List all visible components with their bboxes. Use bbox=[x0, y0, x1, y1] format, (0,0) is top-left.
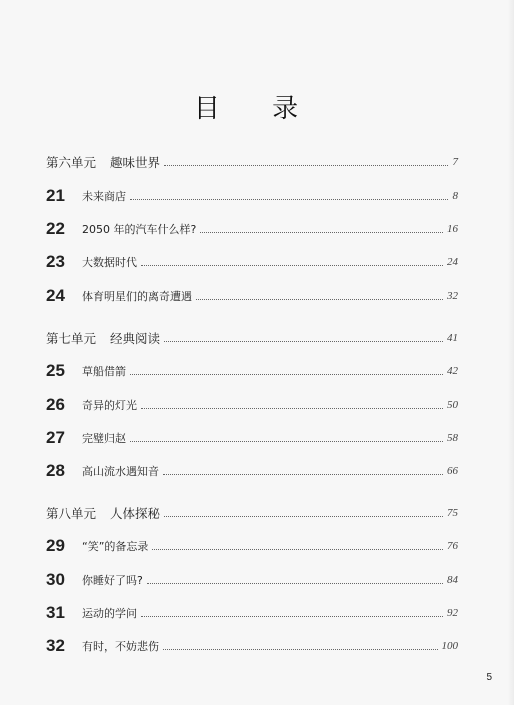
lesson-number: 22 bbox=[46, 219, 65, 238]
toc-unit-6[interactable] bbox=[46, 152, 458, 172]
page-ref: 42 bbox=[447, 365, 458, 377]
unit-topic: 经典阅读 bbox=[110, 331, 161, 346]
toc-lesson-22[interactable] bbox=[46, 219, 458, 239]
page-ref: 24 bbox=[447, 256, 458, 268]
toc-lesson-25[interactable] bbox=[46, 361, 458, 381]
lesson-title: 完璧归赵 bbox=[82, 432, 126, 445]
page-ref: 50 bbox=[447, 399, 458, 411]
lesson-number: 21 bbox=[46, 186, 65, 205]
dot-leader bbox=[141, 408, 443, 409]
dot-leader bbox=[163, 649, 438, 650]
dot-leader bbox=[130, 441, 443, 442]
lesson-title: 草船借箭 bbox=[82, 365, 126, 378]
lesson-number: 23 bbox=[46, 252, 65, 271]
toc-lesson-31[interactable] bbox=[46, 603, 458, 623]
dot-leader bbox=[163, 474, 443, 475]
dot-leader bbox=[141, 616, 443, 617]
toc-lesson-27[interactable] bbox=[46, 428, 458, 448]
dot-leader bbox=[164, 341, 443, 342]
lesson-number: 25 bbox=[46, 361, 65, 380]
dot-leader bbox=[200, 232, 443, 233]
dot-leader bbox=[147, 583, 443, 584]
page-ref: 75 bbox=[447, 507, 458, 519]
lesson-title: 未来商店 bbox=[82, 190, 126, 203]
page-ref: 76 bbox=[447, 540, 458, 552]
dot-leader bbox=[196, 299, 443, 300]
toc-lesson-23[interactable] bbox=[46, 252, 458, 272]
dot-leader bbox=[141, 265, 443, 266]
unit-label: 第六单元 bbox=[46, 155, 97, 170]
toc-unit-8[interactable] bbox=[46, 503, 458, 523]
page-ref: 92 bbox=[447, 607, 458, 619]
dot-leader bbox=[130, 374, 443, 375]
lesson-number: 32 bbox=[46, 636, 65, 655]
page-ref: 32 bbox=[447, 290, 458, 302]
page-ref: 7 bbox=[452, 156, 458, 168]
page-ref: 66 bbox=[447, 465, 458, 477]
toc-lesson-26[interactable] bbox=[46, 395, 458, 415]
unit-label: 第八单元 bbox=[46, 506, 97, 521]
dot-leader bbox=[164, 165, 448, 166]
lesson-title: 2050 年的汽车什么样? bbox=[82, 223, 197, 236]
lesson-title: 有时，不妨悲伤 bbox=[82, 640, 159, 653]
toc-lesson-30[interactable] bbox=[46, 570, 458, 590]
page-ref: 41 bbox=[447, 332, 458, 344]
lesson-number: 31 bbox=[46, 603, 65, 622]
page-title: 目 录 bbox=[193, 94, 321, 124]
dot-leader bbox=[164, 516, 443, 517]
toc-unit-7[interactable] bbox=[46, 328, 458, 348]
toc-lesson-21[interactable] bbox=[46, 186, 458, 206]
lesson-title: 大数据时代 bbox=[82, 256, 137, 269]
page-ref: 100 bbox=[441, 640, 458, 652]
page-ref: 16 bbox=[447, 223, 458, 235]
unit-topic: 趣味世界 bbox=[110, 155, 161, 170]
lesson-number: 26 bbox=[46, 395, 65, 414]
toc-lesson-28[interactable] bbox=[46, 461, 458, 481]
toc-lesson-24[interactable] bbox=[46, 286, 458, 306]
page-edge-shadow bbox=[508, 0, 514, 705]
page-ref: 58 bbox=[447, 432, 458, 444]
lesson-number: 29 bbox=[46, 536, 65, 555]
lesson-number: 24 bbox=[46, 286, 65, 305]
unit-label: 第七单元 bbox=[46, 331, 97, 346]
lesson-title: 奇异的灯光 bbox=[82, 399, 137, 412]
toc-lesson-29[interactable] bbox=[46, 536, 458, 556]
page-number: 5 bbox=[486, 672, 492, 683]
lesson-number: 30 bbox=[46, 570, 65, 589]
lesson-number: 27 bbox=[46, 428, 65, 447]
lesson-title: 运动的学问 bbox=[82, 607, 137, 620]
lesson-number: 28 bbox=[46, 461, 65, 480]
lesson-title: 你睡好了吗? bbox=[82, 574, 143, 587]
page-ref: 84 bbox=[447, 574, 458, 586]
page-ref: 8 bbox=[452, 190, 458, 202]
dot-leader bbox=[152, 549, 443, 550]
dot-leader bbox=[130, 199, 448, 200]
unit-topic: 人体探秘 bbox=[110, 506, 161, 521]
toc-lesson-32[interactable] bbox=[46, 636, 458, 656]
lesson-title: 体育明星们的离奇遭遇 bbox=[82, 290, 192, 303]
lesson-title: 高山流水遇知音 bbox=[82, 465, 159, 478]
lesson-title: “笑”的备忘录 bbox=[82, 540, 149, 553]
